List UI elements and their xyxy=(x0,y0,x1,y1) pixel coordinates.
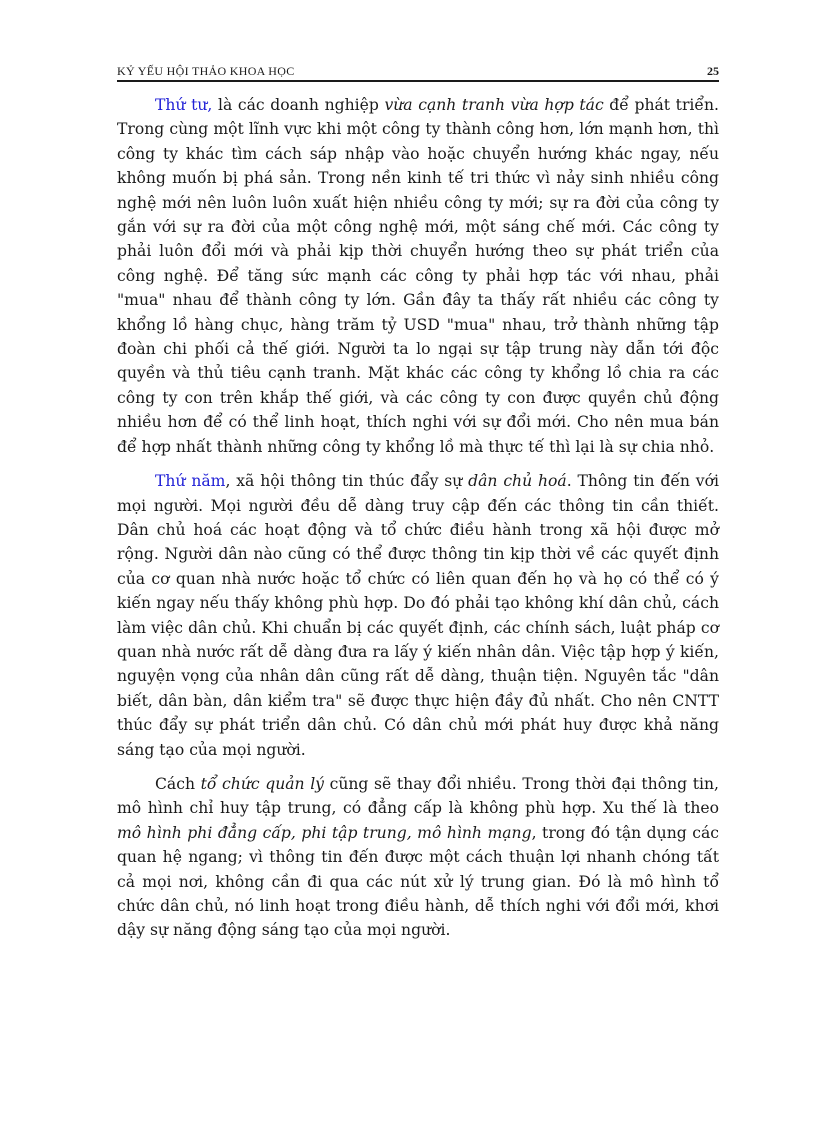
header-title: KỶ YẾU HỘI THẢO KHOA HỌC xyxy=(117,64,295,78)
paragraph-text: cũng sẽ thay đổi nhiều. Trong thời đại thông tin, mô hình chỉ huy tập trung, có đẳng cấp là không phù hợp. Xu thế là theo xyxy=(117,774,719,818)
paragraph-thu-nam xyxy=(117,469,719,762)
paragraph-text: , xã hội thông tin thúc đẩy sự xyxy=(225,472,469,491)
paragraph-emphasis: vừa cạnh tranh vừa hợp tác xyxy=(384,96,604,114)
paragraph-lead: Thứ năm xyxy=(155,472,226,491)
running-header xyxy=(117,64,719,82)
page-number: 25 xyxy=(707,64,719,78)
paragraph-emphasis: mô hình phi đẳng cấp, phi tập trung, mô hình mạng xyxy=(117,823,532,842)
paragraph-text: Cách xyxy=(155,774,201,793)
paragraph-text: là các doanh nghiệp xyxy=(212,96,385,114)
paragraph-thu-tu xyxy=(117,93,719,459)
paragraph-text: , trong đó tận dụng các quan hệ ngang; vì thông tin đến được một cách thuận lợi nhanh chóng tất cả mọi nơi, không cần đi qua các nút xử lý trung gian. Đó là mô hình tổ chức dân chủ, nó linh hoạt trong điều hành, dễ thích nghi với đổi mới, khơi dậy sự năng động sáng tạo của mọi người. xyxy=(117,823,719,940)
body-text xyxy=(117,93,719,953)
paragraph-to-chuc-quan-ly xyxy=(117,772,719,943)
paragraph-emphasis: dân chủ hoá xyxy=(468,472,567,491)
paragraph-text: để phát triển. Trong cùng một lĩnh vực khi một công ty thành công hơn, lớn mạnh hơn, thì công ty khác tìm cách sáp nhập vào hoặc chuyển hướng khác ngay, nếu không muốn bị phá sản. Trong nền kinh tế tri thức vì nảy sinh nhiều công nghệ mới nên luôn luôn xuất hiện nhiều công ty mới; sự ra đời của công ty gắn với sự ra đời của một công nghệ mới, một sáng chế mới. Các công ty phải luôn đổi mới và phải kịp thời chuyển hướng theo sự phát triển của công nghệ. Để tăng sức mạnh các công ty phải hợp tác với nhau, phải "mua" nhau để thành công ty lớn. Gần đây ta thấy rất nhiều các công ty khổng lồ hàng chục, hàng trăm tỷ USD "mua" nhau, trở thành những tập đoàn chi phối cả thế giới. Người ta lo ngại sự tập trung này dẫn tới độc quyền và thủ tiêu cạnh tranh. Mặt khác các công ty khổng lồ chia ra các công ty con trên khắp thế giới, và các công ty con được quyền chủ động nhiều hơn để có thể linh hoạt, thích nghi với sự đổi mới. Cho nên mua bán để hợp nhất thành những công ty khổng lồ mà thực tế thì lại là sự chia nhỏ. xyxy=(117,96,719,456)
paragraph-text: . Thông tin đến với mọi người. Mọi người đều dễ dàng truy cập đến các thông tin cần thiết. Dân chủ hoá các hoạt động và tổ chức điều hành trong xã hội được mở rộng. Người dân nào cũng có thể được thông tin kịp thời về các quyết định của cơ quan nhà nước hoặc tổ chức có liên quan đến họ và họ có thể có ý kiến ngay nếu thấy không phù hợp. Do đó phải tạo không khí dân chủ, cách làm việc dân chủ. Khi chuẩn bị các quyết định, các chính sách, luật pháp cơ quan nhà nước rất dễ dàng đưa ra lấy ý kiến nhân dân. Việc tập hợp ý kiến, nguyện vọng của nhân dân cũng rất dễ dàng, thuận tiện. Nguyên tắc "dân biết, dân bàn, dân kiểm tra" sẽ được thực hiện đầy đủ nhất. Cho nên CNTT thúc đẩy sự phát triển dân chủ. Có dân chủ mới phát huy được khả năng sáng tạo của mọi người. xyxy=(117,472,719,759)
paragraph-emphasis: tổ chức quản lý xyxy=(200,774,324,793)
paragraph-lead: Thứ tư, xyxy=(155,96,213,114)
